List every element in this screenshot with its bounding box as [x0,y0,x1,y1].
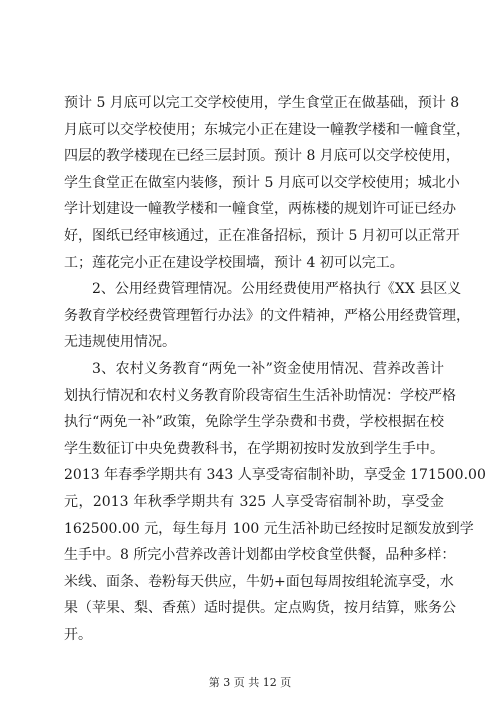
text-line: 162500.00 元，每生每月 100 元生活补助已经按时足额发放到学 [64,520,474,537]
text-line: 学生食堂正在做室内装修，预计 5 月底可以交学校使用；城北小 [64,174,460,191]
text-line: 好，图纸已经审核通过，正在准备招标，预计 5 月初可以正常开 [64,227,460,244]
text-line: 米线、面条、卷粉每天供应，牛奶+面包每周按组轮流享受，水 [64,573,454,590]
text-line: 2、公用经费管理情况。公用经费使用严格执行《XX 县区义 [92,281,462,298]
text-line: 2013 年春季学期共有 343 人享受寄宿制补助，享受金 171500.00 [64,467,486,484]
text-line: 开。 [64,626,92,643]
page-number-footer: 第 3 页 共 12 页 [208,676,292,689]
text-line: 生手中。8 所完小营养改善计划都由学校食堂供餐，品种多样： [64,547,456,564]
text-line: 月底可以交学校使用；东城完小正在建设一幢教学楼和一幢食堂， [64,121,470,138]
text-line: 3、农村义务教育“两免一补”资金使用情况、营养改善计 [92,360,444,377]
text-line: 学生数征订中央免费教科书，在学期初按时发放到学生手中。 [64,440,444,457]
text-line: 无违规使用情况。 [64,334,176,351]
text-line: 元，2013 年秋季学期共有 325 人享受寄宿制补助，享受金 [64,493,444,510]
text-line: 学计划建设一幢教学楼和一幢食堂，两栋楼的规划许可证已经办 [64,201,456,218]
text-line: 划执行情况和农村义务教育阶段寄宿生生活补助情况：学校严格 [64,387,456,404]
text-line: 执行“两免一补”政策，免除学生学杂费和书费，学校根据在校 [64,414,444,431]
text-line: 四层的教学楼现在已经三层封顶。预计 8 月底可以交学校使用， [64,148,460,165]
text-line: 务教育学校经费管理暂行办法》的文件精神，严格公用经费管理， [64,307,470,324]
text-line: 工；莲花完小正在建设学校围墙，预计 4 初可以完工。 [64,254,404,271]
text-line: 预计 5 月底可以完工交学校使用，学生食堂正在做基础，预计 8 [64,95,460,111]
body-text [64,90,486,648]
text-line: 果（苹果、梨、香蕉）适时提供。定点购货，按月结算，账务公 [64,600,456,617]
